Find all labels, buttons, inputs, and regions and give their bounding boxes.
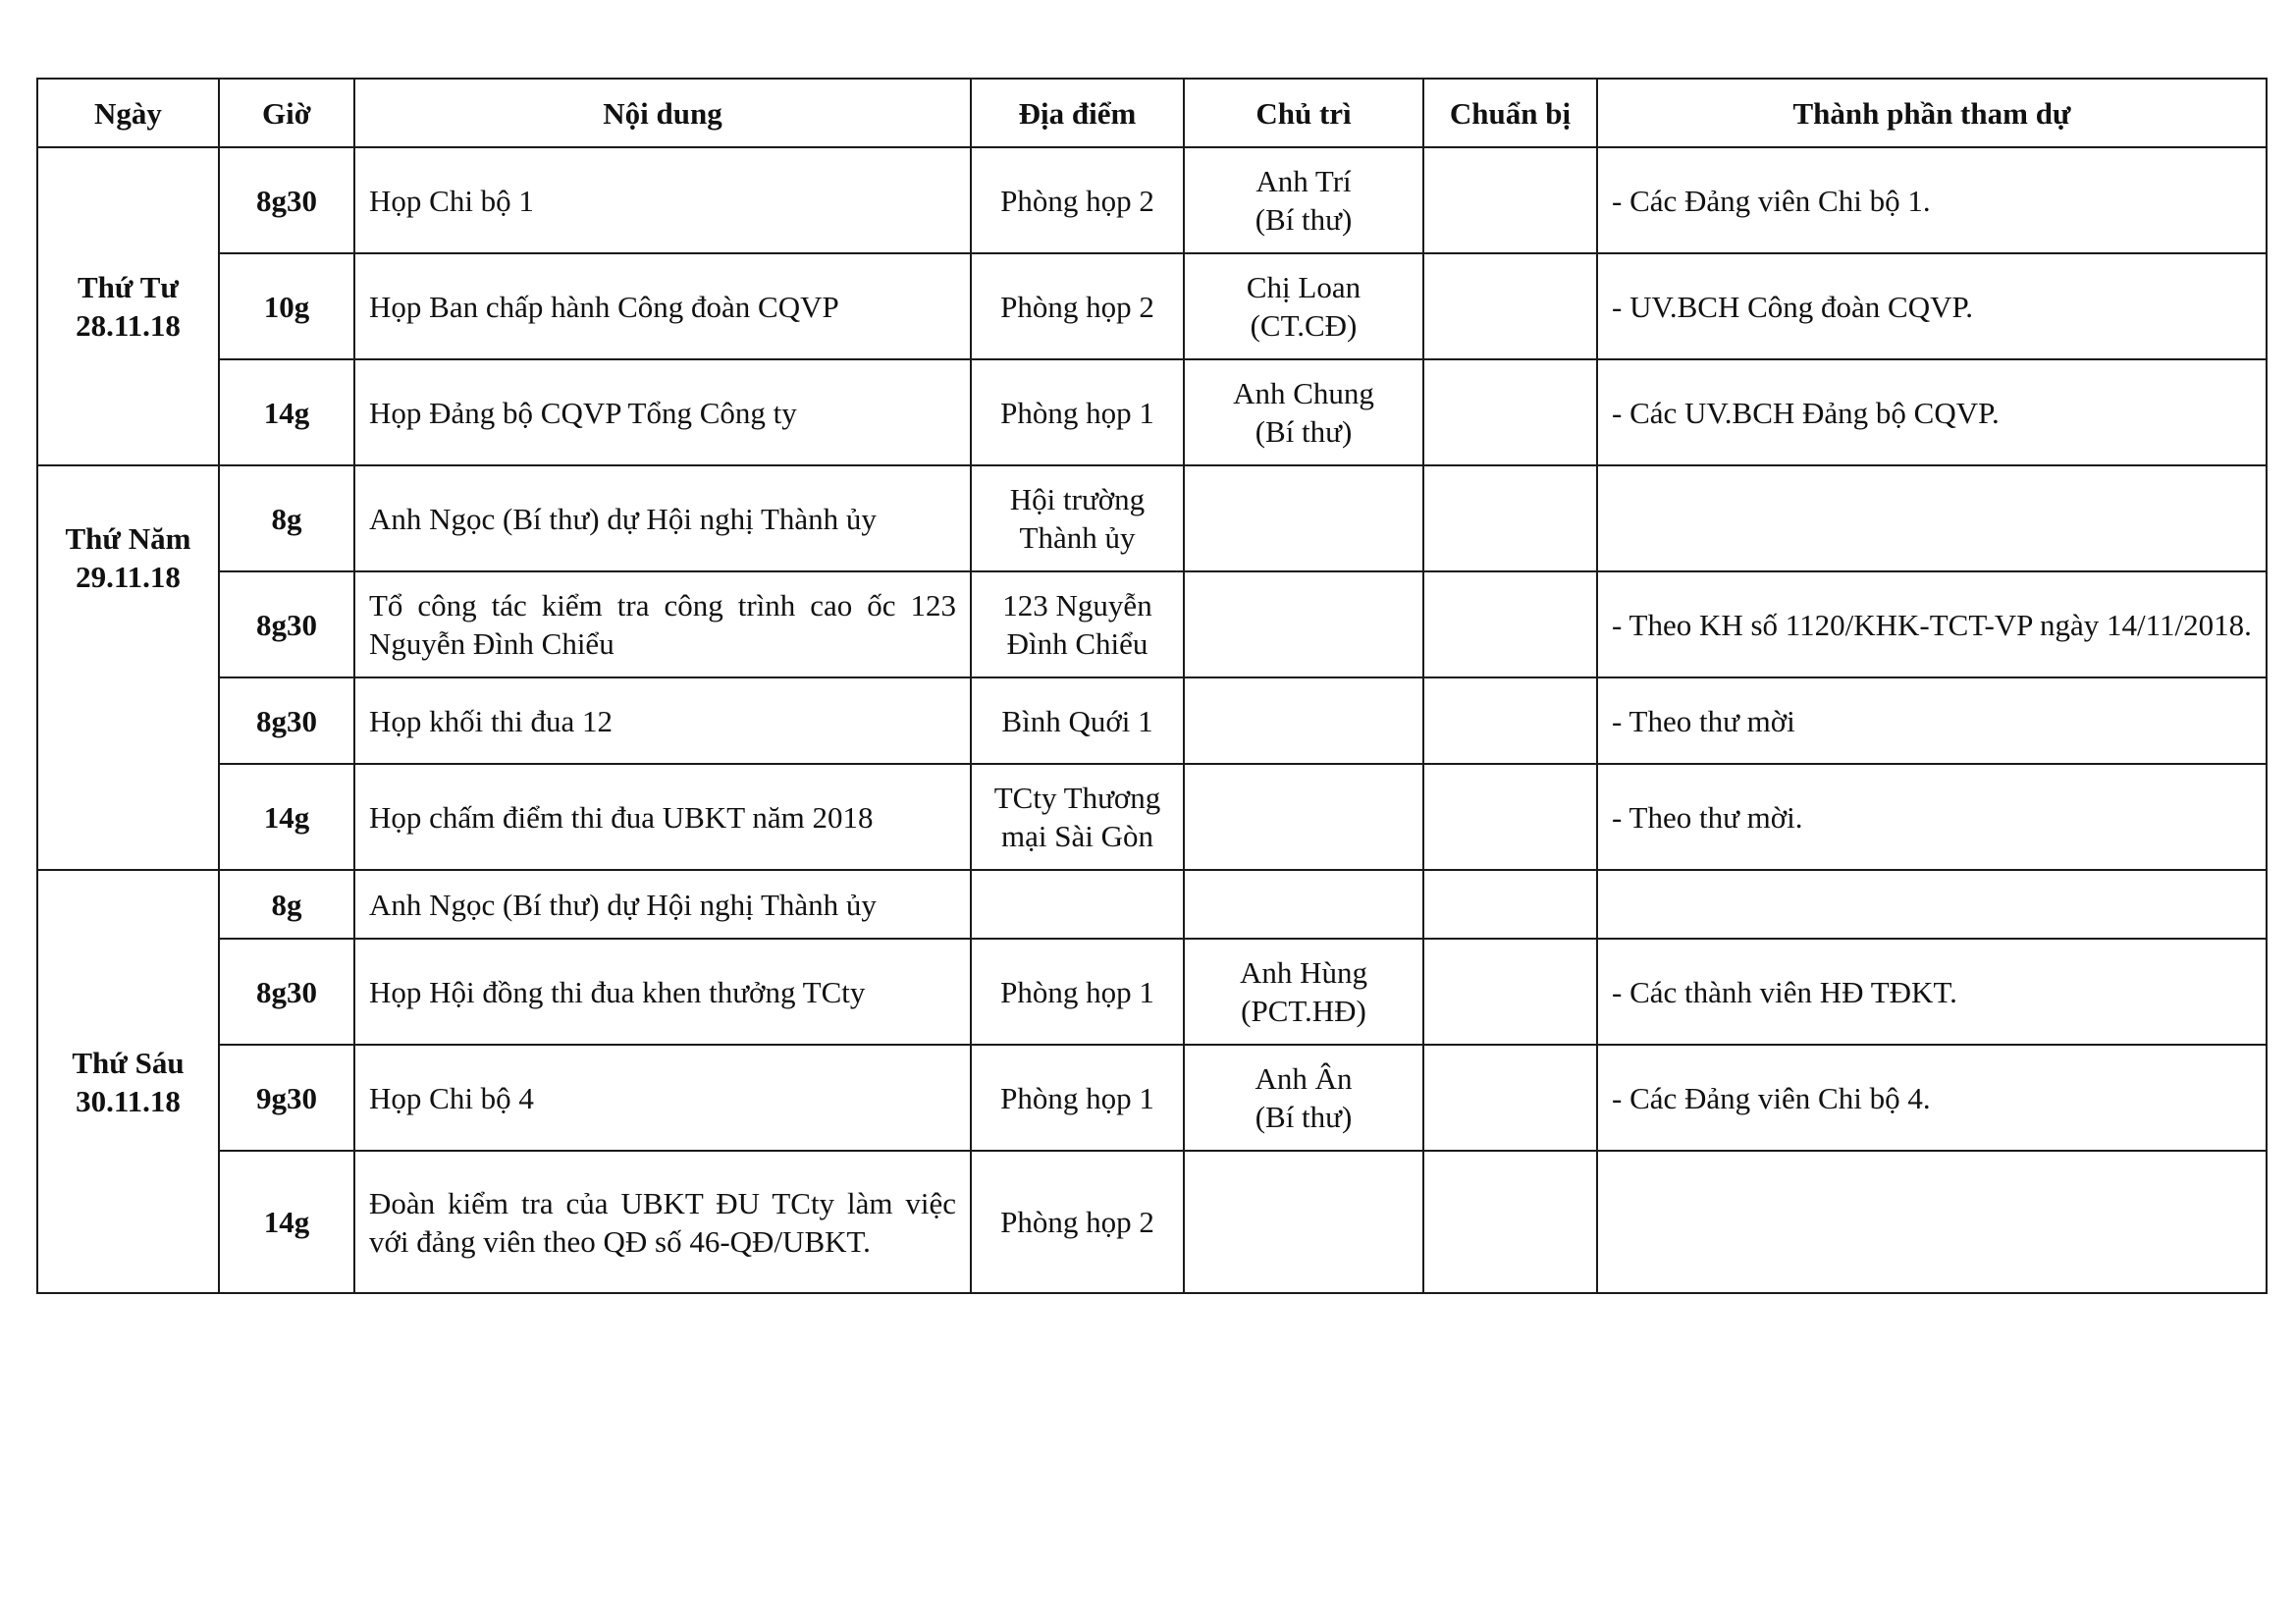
table-row bbox=[37, 147, 2267, 253]
attendees-cell: - Các thành viên HĐ TĐKT. bbox=[1597, 939, 2267, 1045]
chair-role: (Bí thư) bbox=[1255, 1100, 1353, 1134]
preparation-cell bbox=[1423, 359, 1597, 465]
chair-cell bbox=[1184, 764, 1423, 870]
table-row bbox=[37, 465, 2267, 571]
header-attendees: Thành phần tham dự bbox=[1597, 79, 2267, 147]
header-day: Ngày bbox=[37, 79, 219, 147]
table-header-row bbox=[37, 79, 2267, 147]
location-cell: Phòng họp 1 bbox=[971, 359, 1184, 465]
time-cell: 14g bbox=[219, 359, 354, 465]
attendees-cell: - Theo KH số 1120/KHK-TCT-VP ngày 14/11/2018. bbox=[1597, 571, 2267, 677]
time-cell: 10g bbox=[219, 253, 354, 359]
preparation-cell bbox=[1423, 465, 1597, 571]
header-chair: Chủ trì bbox=[1184, 79, 1423, 147]
chair-name: Chị Loan bbox=[1246, 270, 1362, 304]
chair-cell bbox=[1184, 870, 1423, 939]
attendees-cell: - Các Đảng viên Chi bộ 1. bbox=[1597, 147, 2267, 253]
content-cell: Họp khối thi đua 12 bbox=[354, 677, 971, 764]
chair-cell bbox=[1184, 1151, 1423, 1293]
preparation-cell bbox=[1423, 870, 1597, 939]
preparation-cell bbox=[1423, 764, 1597, 870]
day-cell bbox=[37, 465, 219, 870]
time-cell: 14g bbox=[219, 764, 354, 870]
content-cell: Họp chấm điểm thi đua UBKT năm 2018 bbox=[354, 764, 971, 870]
table-row bbox=[37, 1045, 2267, 1151]
weekly-schedule-table bbox=[36, 78, 2268, 1294]
attendees-cell bbox=[1597, 465, 2267, 571]
chair-role: (Bí thư) bbox=[1255, 202, 1353, 237]
content-cell: Họp Chi bộ 4 bbox=[354, 1045, 971, 1151]
time-cell: 8g30 bbox=[219, 147, 354, 253]
table-row bbox=[37, 359, 2267, 465]
attendees-cell: - UV.BCH Công đoàn CQVP. bbox=[1597, 253, 2267, 359]
time-cell: 8g bbox=[219, 465, 354, 571]
day-cell bbox=[37, 870, 219, 1293]
location-cell: 123 Nguyễn Đình Chiểu bbox=[971, 571, 1184, 677]
content-cell: Họp Hội đồng thi đua khen thưởng TCty bbox=[354, 939, 971, 1045]
chair-cell bbox=[1184, 939, 1423, 1045]
table-row bbox=[37, 677, 2267, 764]
day-date: 28.11.18 bbox=[76, 308, 181, 343]
chair-cell bbox=[1184, 571, 1423, 677]
chair-role: (CT.CĐ) bbox=[1250, 308, 1358, 343]
time-cell: 14g bbox=[219, 1151, 354, 1293]
preparation-cell bbox=[1423, 939, 1597, 1045]
chair-cell bbox=[1184, 253, 1423, 359]
chair-cell bbox=[1184, 677, 1423, 764]
attendees-cell: - Các Đảng viên Chi bộ 4. bbox=[1597, 1045, 2267, 1151]
location-cell: Hội trường Thành ủy bbox=[971, 465, 1184, 571]
table-row bbox=[37, 939, 2267, 1045]
location-cell: Phòng họp 2 bbox=[971, 253, 1184, 359]
content-cell: Tổ công tác kiểm tra công trình cao ốc 123 Nguyễn Đình Chiểu bbox=[354, 571, 971, 677]
content-cell: Anh Ngọc (Bí thư) dự Hội nghị Thành ủy bbox=[354, 465, 971, 571]
attendees-cell: - Theo thư mời bbox=[1597, 677, 2267, 764]
time-cell: 9g30 bbox=[219, 1045, 354, 1151]
day-date: 30.11.18 bbox=[76, 1083, 181, 1118]
table-row bbox=[37, 253, 2267, 359]
day-name: Thứ Sáu bbox=[72, 1045, 185, 1080]
content-cell: Đoàn kiểm tra của UBKT ĐU TCty làm việc với đảng viên theo QĐ số 46-QĐ/UBKT. bbox=[354, 1151, 971, 1293]
location-cell: Phòng họp 2 bbox=[971, 1151, 1184, 1293]
chair-name: Anh Hùng bbox=[1239, 955, 1368, 990]
chair-name: Anh Trí bbox=[1255, 164, 1352, 198]
table-row bbox=[37, 870, 2267, 939]
day-date: 29.11.18 bbox=[76, 560, 181, 594]
table-row bbox=[37, 764, 2267, 870]
attendees-cell: - Các UV.BCH Đảng bộ CQVP. bbox=[1597, 359, 2267, 465]
chair-cell bbox=[1184, 465, 1423, 571]
attendees-cell bbox=[1597, 870, 2267, 939]
header-content: Nội dung bbox=[354, 79, 971, 147]
header-preparation: Chuẩn bị bbox=[1423, 79, 1597, 147]
chair-name: Anh Chung bbox=[1233, 376, 1374, 410]
location-cell bbox=[971, 870, 1184, 939]
time-cell: 8g30 bbox=[219, 677, 354, 764]
day-cell bbox=[37, 147, 219, 465]
table-row bbox=[37, 571, 2267, 677]
content-cell: Họp Chi bộ 1 bbox=[354, 147, 971, 253]
attendees-cell: - Theo thư mời. bbox=[1597, 764, 2267, 870]
location-cell: Phòng họp 1 bbox=[971, 939, 1184, 1045]
attendees-cell bbox=[1597, 1151, 2267, 1293]
preparation-cell bbox=[1423, 253, 1597, 359]
time-cell: 8g bbox=[219, 870, 354, 939]
preparation-cell bbox=[1423, 1045, 1597, 1151]
preparation-cell bbox=[1423, 677, 1597, 764]
header-time: Giờ bbox=[219, 79, 354, 147]
chair-role: (Bí thư) bbox=[1255, 414, 1353, 449]
day-name: Thứ Tư bbox=[78, 270, 179, 304]
location-cell: Phòng họp 2 bbox=[971, 147, 1184, 253]
location-cell: TCty Thương mại Sài Gòn bbox=[971, 764, 1184, 870]
chair-cell bbox=[1184, 1045, 1423, 1151]
time-cell: 8g30 bbox=[219, 571, 354, 677]
preparation-cell bbox=[1423, 571, 1597, 677]
chair-role: (PCT.HĐ) bbox=[1241, 994, 1366, 1028]
day-name: Thứ Năm bbox=[65, 521, 191, 556]
preparation-cell bbox=[1423, 147, 1597, 253]
content-cell: Anh Ngọc (Bí thư) dự Hội nghị Thành ủy bbox=[354, 870, 971, 939]
location-cell: Bình Quới 1 bbox=[971, 677, 1184, 764]
chair-cell bbox=[1184, 147, 1423, 253]
table-row bbox=[37, 1151, 2267, 1293]
location-cell: Phòng họp 1 bbox=[971, 1045, 1184, 1151]
content-cell: Họp Ban chấp hành Công đoàn CQVP bbox=[354, 253, 971, 359]
header-location: Địa điểm bbox=[971, 79, 1184, 147]
preparation-cell bbox=[1423, 1151, 1597, 1293]
chair-cell bbox=[1184, 359, 1423, 465]
time-cell: 8g30 bbox=[219, 939, 354, 1045]
content-cell: Họp Đảng bộ CQVP Tổng Công ty bbox=[354, 359, 971, 465]
chair-name: Anh Ân bbox=[1255, 1061, 1353, 1096]
